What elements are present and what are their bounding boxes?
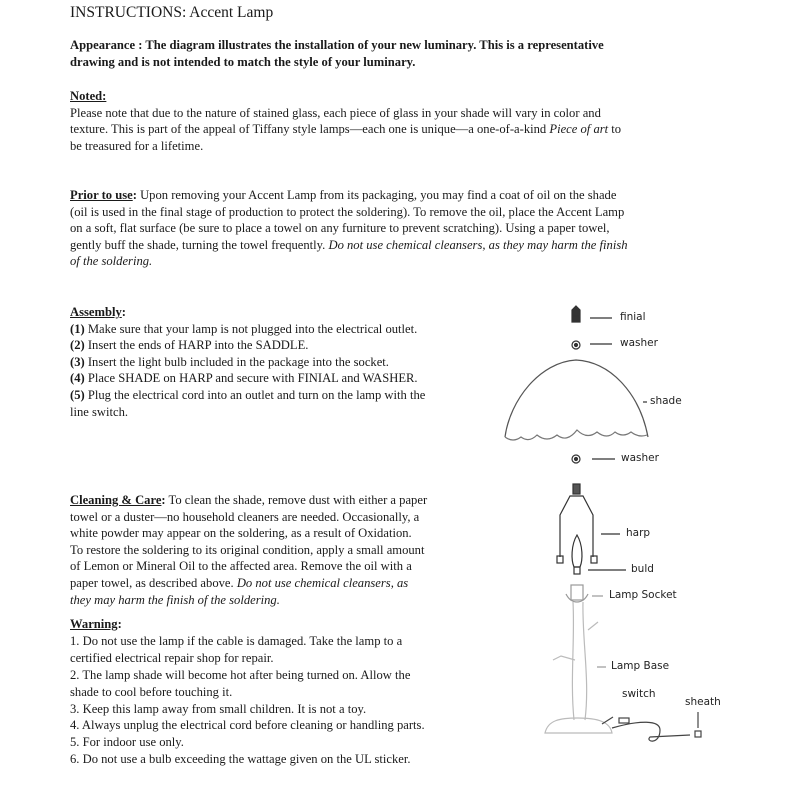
- lamp-socket-icon: [566, 585, 588, 602]
- harp-icon: [557, 484, 597, 563]
- page-title: INSTRUCTIONS: Accent Lamp: [70, 4, 274, 21]
- cleaning-colon: :: [161, 493, 166, 507]
- label-shade: shade: [650, 395, 682, 407]
- noted-italic: Piece of art: [549, 122, 609, 137]
- cleaning-line: paper towel, as described above.: [70, 575, 237, 590]
- prior-line: on a soft, flat surface (be sure to place a towel on any furniture to prevent scratching). Using a paper towel,: [70, 221, 610, 236]
- step-text: line switch.: [70, 404, 129, 419]
- step-number: (4): [70, 371, 85, 386]
- step-text: Make sure that your lamp is not plugged into the electrical outlet.: [84, 321, 418, 336]
- step-number: (3): [70, 354, 85, 369]
- warning-heading: Warning: [70, 617, 118, 631]
- finial-icon: [572, 306, 580, 322]
- noted-heading: Noted:: [70, 89, 107, 103]
- label-finial: finial: [620, 311, 646, 323]
- washer-icon: [572, 341, 580, 349]
- washer-icon: [572, 455, 580, 463]
- prior-line: Upon removing your Accent Lamp from its packaging, you may find a coat of oil on the shade: [136, 188, 617, 202]
- cleaning-line: To clean the shade, remove dust with either a paper: [165, 493, 428, 507]
- prior-italic: Do not use chemical cleansers, as they may harm the finish: [328, 237, 628, 252]
- label-bulb: buld: [631, 563, 654, 575]
- prior-line: gently buff the shade, turning the towel frequently.: [70, 237, 329, 252]
- step-text: Plug the electrical cord into an outlet and turn on the lamp with the: [84, 387, 426, 402]
- warning-colon: :: [117, 617, 122, 631]
- prior-colon: :: [132, 188, 137, 202]
- step-text: Insert the ends of HARP into the SADDLE.: [84, 338, 309, 353]
- label-lamp-socket: Lamp Socket: [609, 589, 677, 601]
- step-text: Insert the light bulb included in the package into the socket.: [84, 354, 389, 369]
- prior-heading: Prior to use: [70, 188, 133, 202]
- prior-line: (oil is used in the final stage of production to protect the soldering). To remove the oil, place the Accent Lamp: [70, 204, 625, 219]
- cleaning-line: white powder may appear on the soldering, as a result of Oxidation.: [70, 526, 412, 541]
- warning-item: 3. Keep this lamp away from small children. It is not a toy.: [70, 701, 367, 716]
- warning-item: 6. Do not use a bulb exceeding the wattage given on the UL sticker.: [70, 752, 411, 767]
- label-sheath: sheath: [685, 696, 721, 708]
- label-lamp-base: Lamp Base: [611, 660, 670, 672]
- assembly-colon: :: [121, 305, 126, 319]
- label-washer-top: washer: [620, 337, 658, 349]
- label-washer-bottom: washer: [621, 452, 659, 464]
- warning-item: 5. For indoor use only.: [70, 735, 184, 750]
- step-number: (1): [70, 321, 85, 336]
- cleaning-heading: Cleaning & Care: [70, 493, 162, 507]
- warning-item: 1. Do not use the lamp if the cable is damaged. Take the lamp to a: [70, 633, 403, 648]
- label-switch: switch: [622, 688, 656, 700]
- cleaning-line: of Lemon or Mineral Oil to the affected area. Remove the oil with a: [70, 559, 412, 574]
- label-harp: harp: [626, 527, 651, 539]
- warning-item: certified electrical repair shop for repair.: [70, 650, 274, 665]
- noted-text: to: [608, 122, 622, 137]
- appearance-line: drawing and is not intended to match the style of your luminary.: [70, 54, 416, 69]
- warning-item: 4. Always unplug the electrical cord before cleaning or handling parts.: [70, 718, 425, 733]
- step-number: (5): [70, 387, 85, 402]
- shade-icon: [505, 360, 648, 440]
- step-text: Place SHADE on HARP and secure with FINIAL and WASHER.: [84, 371, 418, 386]
- warning-item: 2. The lamp shade will become hot after being turned on. Allow the: [70, 667, 411, 682]
- cleaning-italic: Do not use chemical cleansers, as: [236, 575, 409, 590]
- appearance-line: Appearance : The diagram illustrates the installation of your new luminary. This is a representative: [70, 38, 604, 52]
- step-number: (2): [70, 338, 85, 353]
- cleaning-line: towel or a duster—no household cleaners are needed. Occasionally, a: [70, 509, 420, 524]
- assembly-heading: Assembly: [70, 305, 122, 319]
- cleaning-line: To restore the soldering to its original condition, apply a small amount: [70, 542, 425, 557]
- noted-line: be treasured for a lifetime.: [70, 138, 204, 153]
- bulb-icon: [572, 535, 582, 574]
- warning-item: shade to cool before touching it.: [70, 684, 233, 699]
- cleaning-italic: they may harm the finish of the soldering.: [70, 592, 280, 607]
- noted-line: Please note that due to the nature of stained glass, each piece of glass in your shade will vary in color and: [70, 105, 601, 120]
- noted-line: texture. This is part of the appeal of Tiffany style lamps—each one is unique—a one-of-a-kind: [70, 122, 550, 137]
- cord-icon: [602, 712, 701, 741]
- prior-italic: of the soldering.: [70, 254, 153, 269]
